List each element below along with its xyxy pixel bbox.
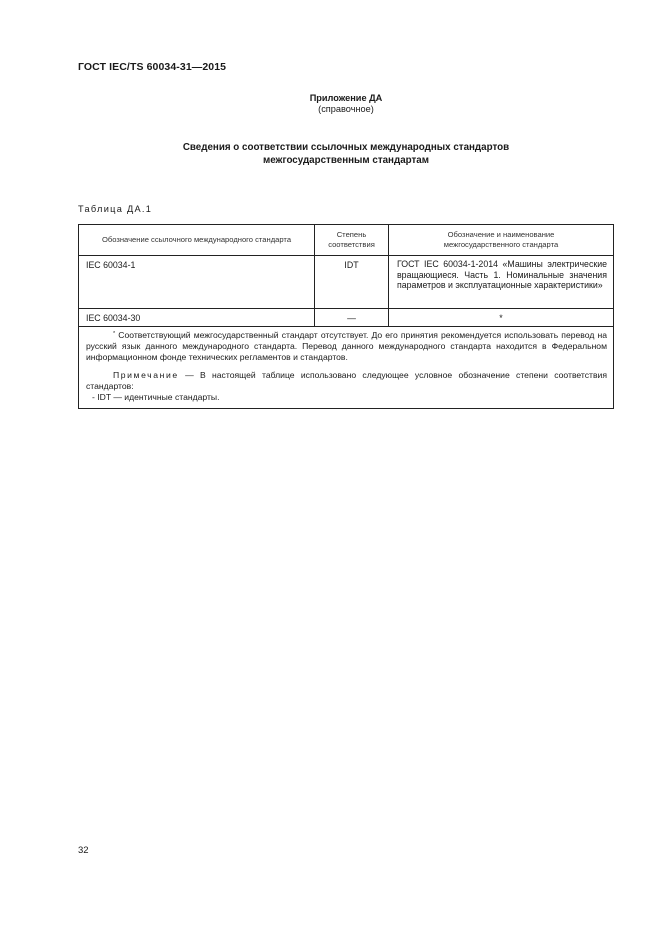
- header-reference-standard: Обозначение ссылочного международного стандарта: [79, 225, 315, 256]
- notes-cell: [79, 327, 614, 409]
- table-row: [79, 256, 614, 309]
- header-interstate-line-1: Обозначение и наименование: [447, 230, 555, 239]
- document-code: ГОСТ IEC/TS 60034-31—2015: [78, 61, 227, 73]
- cell-reference: IEC 60034-1: [79, 256, 315, 309]
- header-degree-line-1: Степень: [336, 230, 367, 239]
- note-label: Примечание: [113, 369, 179, 380]
- footnote: [86, 330, 607, 364]
- table-caption: Таблица ДА.1: [78, 204, 153, 214]
- table-note: [86, 370, 607, 392]
- header-degree-of-conformity: [315, 225, 389, 256]
- table-notes-row: [79, 327, 614, 409]
- table-row: [79, 309, 614, 327]
- footnote-mark: *: [113, 331, 116, 337]
- cell-degree: IDT: [315, 256, 389, 309]
- standards-table: [78, 224, 614, 409]
- note-list-item: - IDT — идентичные стандарты.: [92, 392, 220, 403]
- header-interstate-standard: [389, 225, 614, 256]
- section-title-line-2: межгосударственным стандартам: [262, 154, 429, 166]
- annex-subtitle: (справочное): [318, 104, 374, 114]
- section-title: [0, 142, 661, 167]
- cell-interstate-standard: *: [389, 309, 614, 327]
- note-text: — В настоящей таблице использовано следующее условное обозначение степени соответствия стандартов:: [86, 369, 608, 391]
- cell-degree: —: [315, 309, 389, 327]
- footnote-text: Соответствующий межгосударственный стандарт отсутствует. До его принятия рекомендуется использовать перевод на русский язык данного международного стандарта. Перевод данного международного стандарта находится в Федеральном информационном фонде технических регламентов и стандартов.: [86, 330, 608, 363]
- section-title-line-1: Сведения о соответствии ссылочных международных стандартов: [182, 142, 510, 153]
- table-header-row: [79, 225, 614, 256]
- cell-reference: IEC 60034-30: [79, 309, 315, 327]
- page-number: 32: [78, 845, 89, 856]
- cell-interstate-standard: ГОСТ IEC 60034-1-2014 «Машины электрические вращающиеся. Часть 1. Номинальные значения параметров и эксплуатационные характеристики»: [389, 256, 614, 309]
- annex-title: Приложение ДА: [309, 93, 383, 103]
- header-interstate-line-2: межгосударственного стандарта: [443, 240, 559, 249]
- header-degree-line-2: соответствия: [328, 240, 375, 249]
